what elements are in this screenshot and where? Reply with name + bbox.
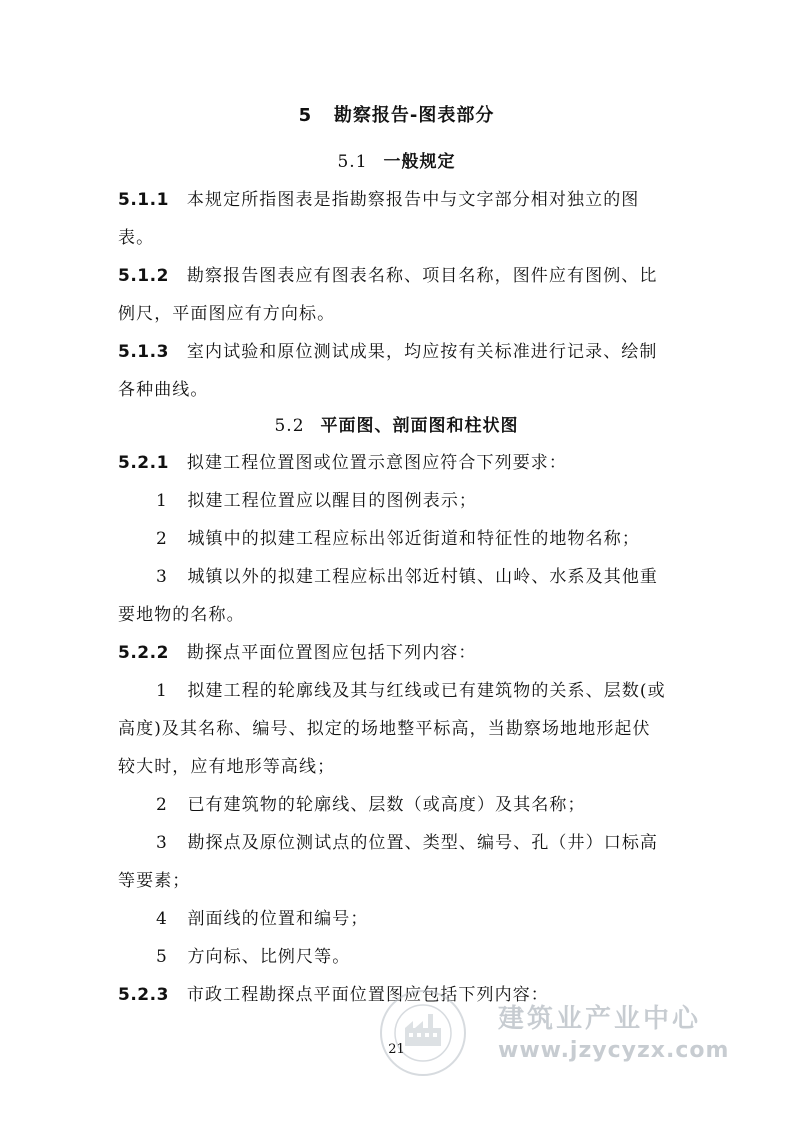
item-text: 等要素； — [118, 871, 191, 891]
clause-text: 市政工程勘探点平面位置图应包括下列内容： — [186, 985, 549, 1005]
item-number: 3 — [156, 833, 168, 853]
item-number: 1 — [156, 681, 168, 701]
item-number: 2 — [156, 795, 168, 815]
item-number: 3 — [156, 567, 168, 587]
list-item-cont — [118, 869, 678, 893]
clause-text: 本规定所指图表是指勘察报告中与文字部分相对独立的图 — [186, 190, 640, 210]
clause-text: 拟建工程位置图或位置示意图应符合下列要求： — [186, 453, 568, 473]
clause-number: 5.1.3 — [118, 342, 169, 362]
clause-5-1-2-cont — [118, 302, 678, 326]
section-heading-5-2 — [0, 414, 793, 438]
clause-number: 5.1.2 — [118, 266, 169, 286]
item-text: 较大时，应有地形等高线； — [118, 757, 336, 777]
item-text: 勘探点及原位测试点的位置、类型、编号、孔（井）口标高 — [187, 833, 659, 853]
clause-text: 例尺，平面图应有方向标。 — [118, 304, 336, 324]
chapter-heading — [0, 104, 793, 128]
list-item-cont — [118, 717, 678, 741]
item-text: 已有建筑物的轮廓线、层数（或高度）及其名称； — [187, 795, 586, 815]
item-number: 2 — [156, 529, 168, 549]
list-item-cont — [118, 755, 678, 779]
section-number: 5.2 — [274, 416, 305, 436]
item-text: 城镇以外的拟建工程应标出邻近村镇、山岭、水系及其他重 — [187, 567, 659, 587]
clause-text: 勘察报告图表应有图表名称、项目名称，图件应有图例、比 — [186, 266, 658, 286]
item-text: 要地物的名称。 — [118, 605, 245, 625]
clause-5-1-1 — [118, 188, 678, 212]
item-number: 4 — [156, 909, 168, 929]
clause-5-2-2 — [118, 641, 678, 665]
list-item — [156, 565, 678, 589]
clause-text: 表。 — [118, 228, 155, 248]
clause-number: 5.2.3 — [118, 985, 169, 1005]
list-item — [156, 831, 678, 855]
clause-5-1-3-cont — [118, 378, 678, 402]
list-item — [156, 907, 678, 931]
item-number: 5 — [156, 947, 168, 967]
clause-5-1-1-cont — [118, 226, 678, 250]
list-item — [156, 945, 678, 969]
section-number: 5.1 — [337, 152, 368, 172]
list-item — [156, 527, 678, 551]
clause-5-1-3 — [118, 340, 678, 364]
watermark-name: 建筑业产业中心 — [498, 1004, 702, 1034]
chapter-title: 勘察报告-图表部分 — [333, 105, 495, 126]
section-heading-5-1 — [0, 150, 793, 174]
item-text: 拟建工程的轮廓线及其与红线或已有建筑物的关系、层数(或 — [187, 681, 666, 701]
list-item-cont — [118, 603, 678, 627]
page-number: 21 — [388, 1042, 405, 1057]
clause-5-1-2 — [118, 264, 678, 288]
item-text: 高度)及其名称、编号、拟定的场地整平标高，当勘察场地地形起伏 — [118, 719, 651, 739]
item-number: 1 — [156, 491, 168, 511]
clause-text: 勘探点平面位置图应包括下列内容： — [186, 643, 477, 663]
clause-number: 5.1.1 — [118, 190, 169, 210]
clause-number: 5.2.1 — [118, 453, 169, 473]
list-item — [156, 793, 678, 817]
list-item — [156, 679, 678, 703]
section-title: 一般规定 — [383, 152, 456, 172]
item-text: 城镇中的拟建工程应标出邻近街道和特征性的地物名称； — [187, 529, 640, 549]
item-text: 方向标、比例尺等。 — [187, 947, 351, 967]
factory-seal-icon — [378, 988, 468, 1078]
watermark — [378, 988, 730, 1078]
watermark-url: www.jzycyzx.com — [498, 1038, 730, 1063]
clause-text: 各种曲线。 — [118, 380, 209, 400]
chapter-number: 5 — [298, 105, 313, 126]
section-title: 平面图、剖面图和柱状图 — [320, 416, 519, 436]
clause-text: 室内试验和原位测试成果，均应按有关标准进行记录、绘制 — [186, 342, 658, 362]
item-text: 拟建工程位置应以醒目的图例表示； — [187, 491, 478, 511]
clause-number: 5.2.2 — [118, 643, 169, 663]
list-item — [156, 489, 678, 513]
clause-5-2-1 — [118, 451, 678, 475]
item-text: 剖面线的位置和编号； — [187, 909, 369, 929]
